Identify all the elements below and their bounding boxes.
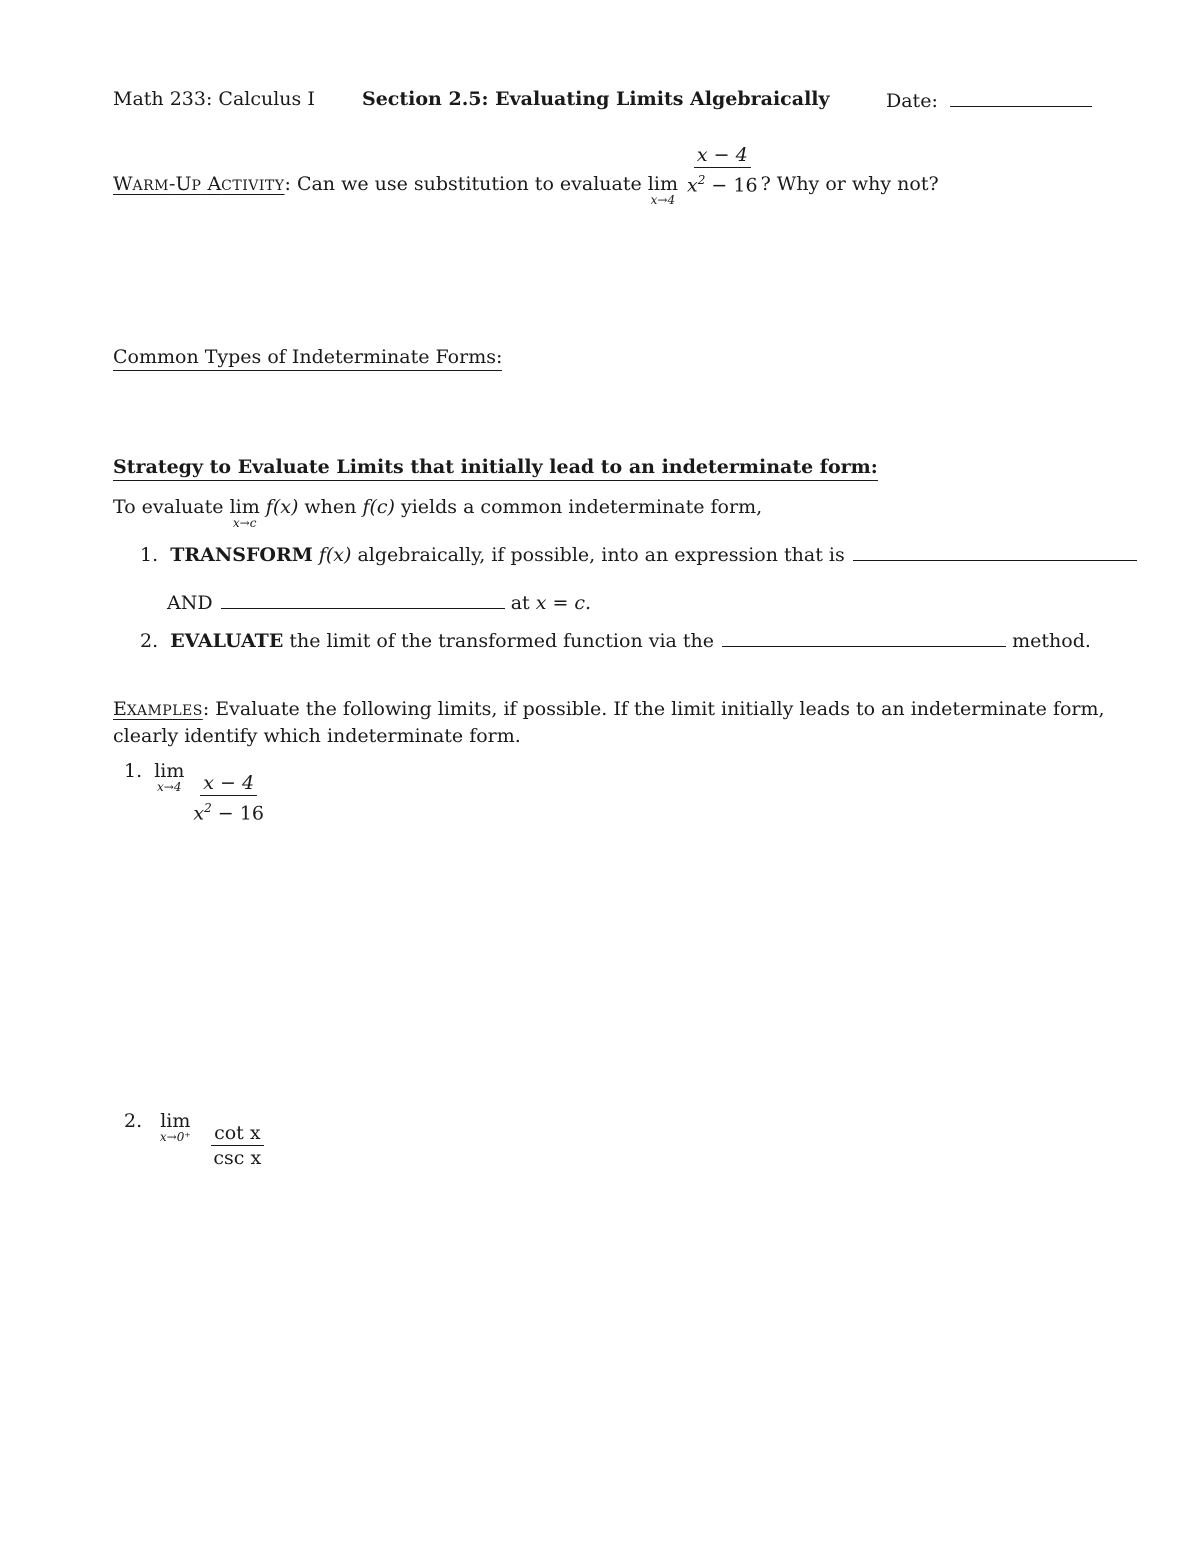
warmup-label: WARM-UP ACTIVITY: [113, 173, 285, 196]
strategy-intro: To evaluate lim x→c f(x) when f(c) yields a common indeterminate form,: [113, 496, 763, 530]
example-1-fraction: $\frac{x - 4}{x^2 - 16}$: [193, 772, 264, 825]
date-blank: [950, 88, 1092, 107]
strategy-step-2: 2. EVALUATE the limit of the transformed function via the method.: [140, 630, 1091, 652]
example-2: 2. lim x→0⁺ $\frac{\text{cot x}}{\text{csc x}}$: [124, 1108, 264, 1169]
strategy-limit: lim x→c: [229, 496, 260, 530]
indeterminate-heading: Common Types of Indeterminate Forms:: [113, 346, 502, 368]
date-label: Date:: [886, 90, 938, 112]
example-1-limit: lim x→4: [154, 760, 185, 794]
warmup-question: Can we use substitution to evaluate: [296, 173, 642, 196]
warmup-fraction: $\frac{x - 4}{x^2 - 16}$: [687, 144, 758, 197]
examples-label: EXAMPLES: [113, 698, 203, 720]
course-title: Math 233: Calculus I: [113, 88, 315, 110]
strategy-step-1-and: AND at x = c.: [167, 592, 592, 614]
examples-intro: EXAMPLES: Evaluate the following limits, if possible. If the limit initially leads to an indeterminate form,: [113, 698, 1105, 720]
step1-blank-2: [221, 590, 505, 609]
warmup-limit: lim x→4: [647, 173, 678, 208]
example-2-fraction: $\frac{\text{cot x}}{\text{csc x}}$: [210, 1122, 264, 1169]
step1-blank-1: [853, 542, 1137, 561]
section-title: Section 2.5: Evaluating Limits Algebraically: [362, 88, 830, 110]
examples-intro-line2: clearly identify which indeterminate form.: [113, 725, 521, 747]
strategy-step-1: 1. TRANSFORM f(x) algebraically, if possible, into an expression that is: [140, 542, 1137, 566]
date-field: [886, 88, 1092, 112]
step2-blank: [722, 628, 1006, 647]
strategy-heading: Strategy to Evaluate Limits that initially lead to an indeterminate form:: [113, 456, 878, 478]
example-1: 1. lim x→4 $\frac{x - 4}{x^2 - 16}$: [124, 758, 267, 824]
warmup-line: WARM-UP ACTIVITY: Can we use substitution to evaluate lim x→4 $\frac{x - 4}{x^2 - 16}$ ? Why or why not?: [113, 144, 939, 208]
example-2-limit: lim x→0⁺: [159, 1110, 191, 1144]
